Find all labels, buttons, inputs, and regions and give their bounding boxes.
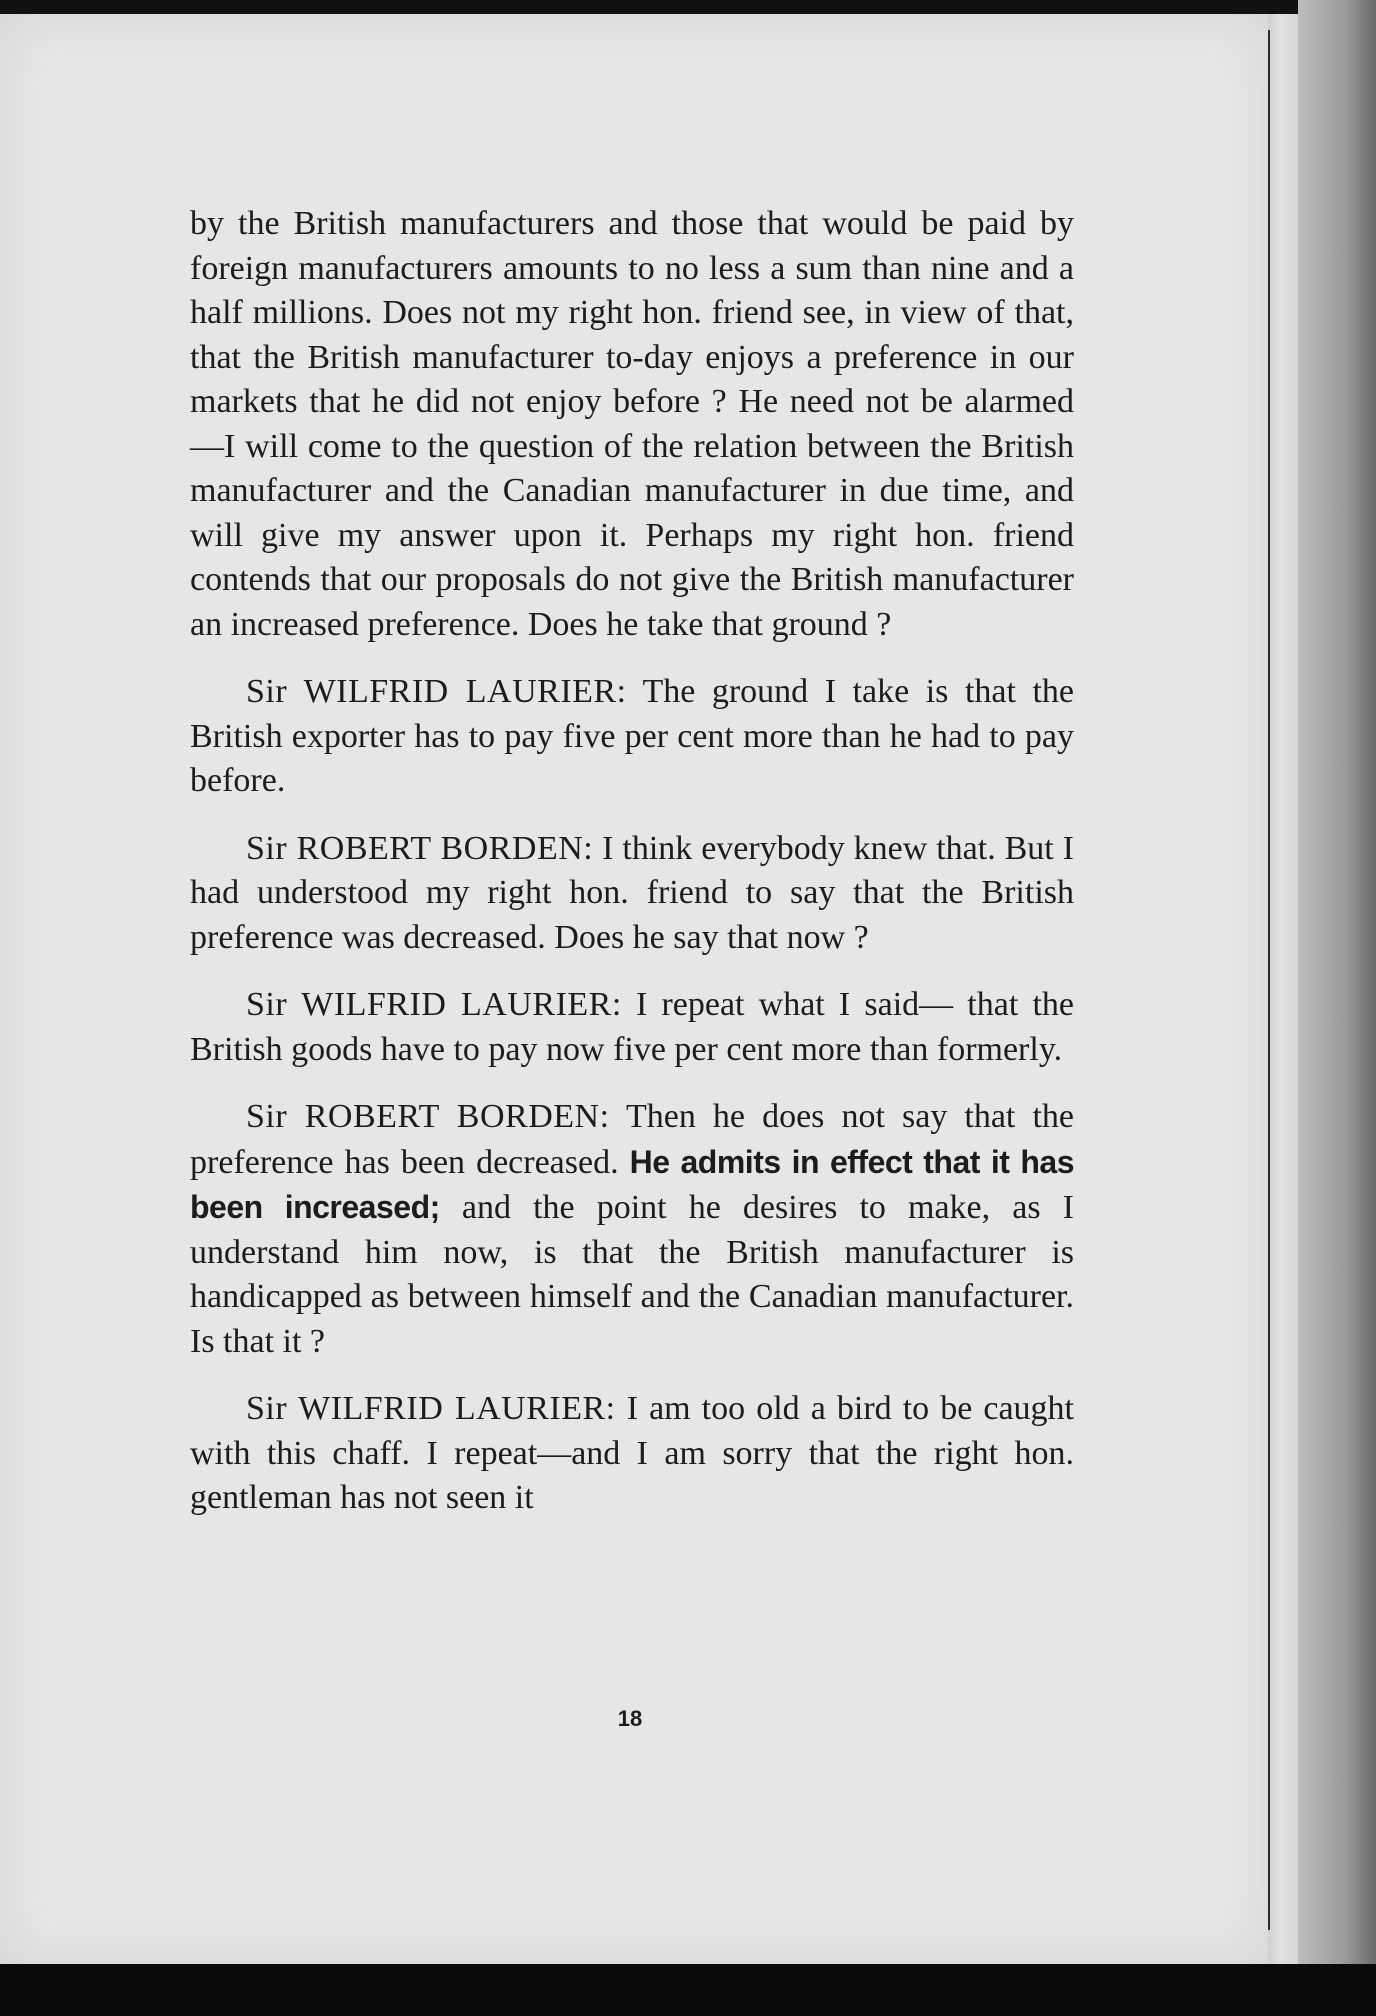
scan-top-border [0, 0, 1376, 14]
speaker-name: Sir ROBERT BORDEN: [246, 829, 594, 867]
page-body-text [190, 202, 1074, 1521]
page-number: 18 [617, 1706, 643, 1731]
page-edge [1268, 14, 1298, 1964]
paragraph-4 [190, 983, 1074, 1072]
scan-bottom-border [0, 1964, 1376, 2016]
adjacent-page-strip [1298, 0, 1376, 1980]
paragraph-5-text-a: Then he does not say that the preference has been decreased. [190, 1098, 1074, 1181]
speaker-name: Sir WILFRID LAURIER: [246, 986, 622, 1023]
speaker-name: Sir WILFRID LAURIER: [246, 1390, 616, 1427]
bold-emphasis: He admits in effect that it has been increased; [190, 1143, 1075, 1225]
paragraph-5-text-b: and the point he desires to make, as I understand him now, is that the British manufacturer is handicapped as between himself and the Canadian manufacturer. Is that it ? [190, 1189, 1074, 1360]
paragraph-2 [190, 670, 1074, 804]
paragraph-6 [190, 1387, 1074, 1521]
paragraph-1-text: by the British manufacturers and those that would be paid by foreign manufacturers amounts to no less a sum than nine and a half millions. Does not my right hon. friend see, in view of that, that the British manufacturer to-day enjoys a preference in our markets that he did not enjoy before ? He need not be alarmed —I will come to the question of the relation between the British manufacturer and the Canadian manufacturer in due time, and will give my answer upon it. Perhaps my right hon. friend contends that our proposals do not give the British manufacturer an increased preference. Does he take that ground ? [190, 205, 1074, 643]
paragraph-3 [190, 827, 1074, 961]
paragraph-2-text: The ground I take is that the British exporter has to pay five per cent more than he had to pay before. [190, 673, 1074, 799]
speaker-name: Sir ROBERT BORDEN: [246, 1098, 610, 1135]
paragraph-4-text: I repeat what I said— that the British goods have to pay now five per cent more than formerly. [190, 986, 1074, 1068]
paragraph-5 [190, 1095, 1074, 1364]
page-fold-line [1268, 30, 1270, 1930]
paragraph-1 [190, 202, 1074, 647]
paragraph-6-text: I am too old a bird to be caught with this chaff. I repeat—and I am sorry that the right hon. gentleman has not seen it [190, 1390, 1075, 1516]
speaker-name: Sir WILFRID LAURIER: [246, 673, 627, 710]
paragraph-3-text: I think everybody knew that. But I had understood my right hon. friend to say that the British preference was decreased. Does he say that now ? [190, 829, 1074, 956]
